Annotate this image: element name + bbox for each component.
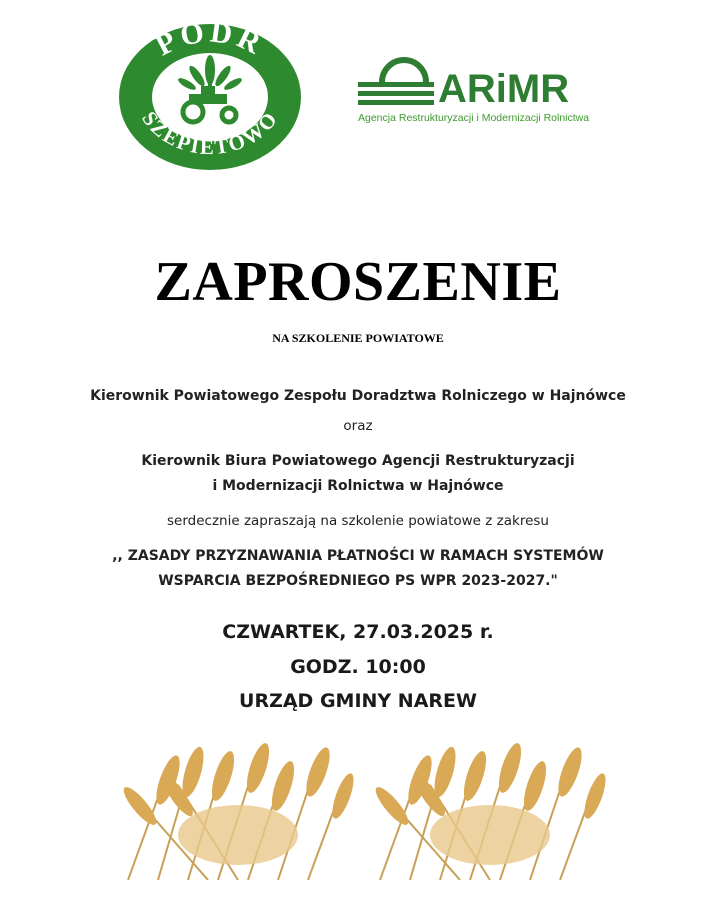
inviter-arimr-line1: Kierownik Biura Powiatowego Agencji Restrukturyzacji (141, 453, 575, 469)
topic-line2: WSPARCIA BEZPOŚREDNIEGO PS WPR 2023-2027." (158, 573, 558, 589)
invitation-text: serdecznie zapraszają na szkolenie powiatowe z zakresu (167, 513, 549, 529)
inviter-arimr-line2: i Modernizacji Rolnictwa w Hajnówce (212, 478, 504, 494)
topic-line1: ,, ZASADY PRZYZNAWANIA PŁATNOŚCI W RAMACH SYSTEMÓW (112, 548, 604, 564)
page-title: ZAPROSZENIE (154, 251, 562, 313)
arimr-full-name: Agencja Restrukturyzacji i Modernizacji Rolnictwa (358, 112, 590, 124)
event-place: URZĄD GMINY NAREW (239, 690, 477, 712)
podr-szepietowo-logo (117, 22, 303, 172)
event-time: GODZ. 10:00 (290, 656, 426, 678)
svg-text:SZEPIETOWO: SZEPIETOWO (137, 106, 283, 160)
page-subtitle: NA SZKOLENIE POWIATOWE (272, 331, 444, 345)
svg-text:ARiMR: ARiMR (438, 67, 570, 111)
inviter-podr: Kierownik Powiatowego Zespołu Doradztwa Rolniczego w Hajnówce (90, 388, 626, 404)
svg-text:PODR: PODR (150, 22, 270, 63)
event-date: CZWARTEK, 27.03.2025 r. (222, 621, 494, 643)
conjunction: oraz (343, 418, 373, 434)
wheat-image-right (360, 740, 610, 880)
wheat-image-left (108, 740, 358, 880)
